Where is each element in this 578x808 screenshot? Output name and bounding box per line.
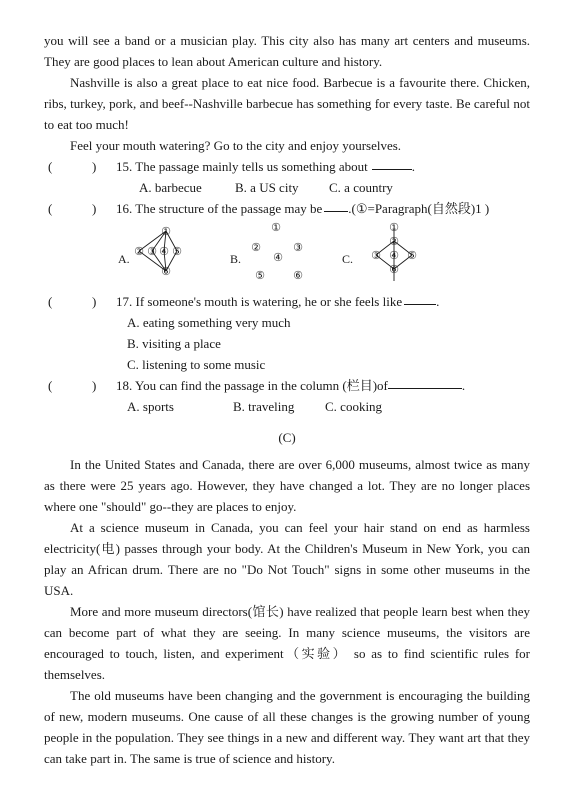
diagram-c[interactable] [342,221,454,287]
option-a[interactable]: A. barbecue [139,180,202,195]
diagram-b[interactable] [230,221,342,287]
question-16-stem: 16. The structure of the passage may be [116,201,323,216]
passage-c-paragraph-4: The old museums have been changing and the government is encouraging the building of new, modern museums. One cause of all these changes is the growing number of young people in the population. They see things in a new and different way. They want art that they can take part in. The same is true of science and history. [44,688,530,766]
node-2: ② [134,246,144,258]
diagram-b-label: B. [230,252,242,266]
question-15-options [44,177,530,198]
section-heading: (C) [278,430,296,445]
diagram-a[interactable] [118,221,230,287]
question-18: ( ) 18. You can find the passage in the column (栏目)of . [44,375,530,396]
question-18-options [44,396,530,417]
option-c[interactable]: C. a country [329,180,393,195]
answer-blank[interactable] [388,375,462,389]
passage-b-paragraph-1: you will see a band or a musician play. This city also has many art centers and museums. They are good places to lean about American culture and history. [44,33,530,69]
node-5: ⑤ [172,246,182,258]
diagram-c-label: C. [342,252,354,266]
node-1: ① [271,222,281,234]
node-6: ⑥ [293,270,303,282]
option-a[interactable]: A. sports [127,399,174,414]
node-2: ② [251,242,261,254]
answer-paren[interactable]: ( ) [48,378,97,393]
node-6: ⑥ [161,266,171,278]
option-b[interactable]: B. traveling [233,399,295,414]
question-15: ( ) 15. The passage mainly tells us something about . [44,156,530,177]
node-4: ④ [273,252,283,264]
question-15-stem: 15. The passage mainly tells us something about [116,159,368,174]
node-5: ⑤ [255,270,265,282]
diagram-c-svg [354,221,454,287]
node-6: ⑥ [389,264,399,276]
passage-c-paragraph-1: In the United States and Canada, there are over 6,000 museums, almost twice as many as there were 25 years ago. However, they have changed a lot. They are no longer places where one "should" go--they are places to enjoy. [44,457,530,514]
passage-b-paragraph-2: Nashville is also a great place to eat nice food. Barbecue is a favourite there. Chicken, ribs, turkey, pork, and beef--Nashville barbecue has something for every taste. Be careful not to eat too much! [44,75,530,132]
node-3: ③ [371,250,381,262]
option-b[interactable]: B. visiting a place [127,336,221,351]
diagram-a-svg [128,221,228,287]
diagram-a-label: A. [118,252,130,266]
answer-paren[interactable]: ( ) [48,201,97,216]
answer-paren[interactable]: ( ) [48,159,97,174]
passage-b-paragraph-3: Feel your mouth watering? Go to the city and enjoy yourselves. [70,138,402,153]
question-16: ( ) 16. The structure of the passage may be .(①=Paragraph(自然段)1 ) [44,198,530,219]
option-b[interactable]: B. a US city [235,180,299,195]
answer-blank[interactable] [372,156,412,170]
node-3: ③ [147,246,157,258]
answer-blank[interactable] [324,198,348,212]
node-4: ④ [159,246,169,258]
diagram-b-svg [240,221,340,287]
node-5: ⑤ [407,250,417,262]
question-17: ( ) 17. If someone's mouth is watering, he or she feels like . [44,291,530,312]
structure-diagrams [44,221,530,287]
node-2: ② [389,236,399,248]
question-18-stem: 18. You can find the passage in the column (栏目)of [116,378,388,393]
option-c[interactable]: C. cooking [325,399,383,414]
option-a[interactable]: A. eating something very much [127,315,291,330]
passage-c-paragraph-3: More and more museum directors(馆长) have realized that people learn best when they can become part of what they are seeing. In many science museums, the visitors are encouraged to touch, listen, and experiment（实验） so as to find scientific rules for themselves. [44,604,530,682]
node-1: ① [161,226,171,238]
passage-c-paragraph-2: At a science museum in Canada, you can feel your hair stand on end as harmless electricity(电) passes through your body. At the Children's Museum in New York, you can play an African drum. There are no "Do Not Touch" signs in some other museums in the USA. [44,520,530,598]
answer-paren[interactable]: ( ) [48,294,97,309]
node-3: ③ [293,242,303,254]
node-4: ④ [389,250,399,262]
node-1: ① [389,222,399,234]
option-c[interactable]: C. listening to some music [127,357,266,372]
answer-blank[interactable] [404,291,436,305]
question-17-stem: 17. If someone's mouth is watering, he or she feels like [116,294,403,309]
